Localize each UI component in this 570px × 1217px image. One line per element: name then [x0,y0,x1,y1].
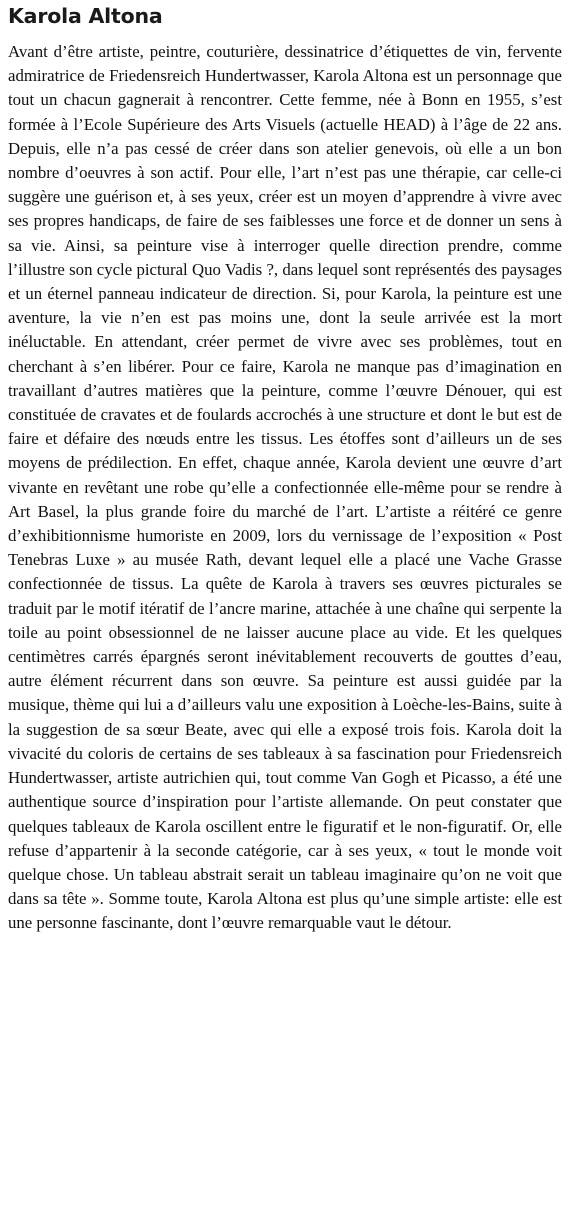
article-body: Avant d’être artiste, peintre, couturière, dessinatrice d’étiquettes de vin, fervente admiratrice de Friedensreich Hundertwasser, Karola Altona est un personnage que tout un chacun gagnerait à rencontrer. Cette femme, née à Bonn en 1955, s’est formée à l’Ecole Supérieure des Arts Visuels (actuelle HEAD) à l’âge de 22 ans. Depuis, elle n’a pas cessé de créer dans son atelier genevois, où elle a un bon nombre d’oeuvres à son actif. Pour elle, l’art n’est pas une thérapie, car celle-ci suggère une guérison et, à ses yeux, créer est un moyen d’apprendre à vivre avec ses propres handicaps, de faire de ses faiblesses une force et de donner un sens à sa vie. Ainsi, sa peinture vise à interroger quelle direction prendre, comme l’illustre son cycle pictural Quo Vadis ?, dans lequel sont représentés des paysages et un éternel panneau indicateur de direction. Si, pour Karola, la peinture est une aventure, la vie n’en est pas moins une, dont la seule arrivée est la mort inéluctable. En attendant, créer permet de vivre avec ses problèmes, tout en cherchant à s’en libérer. Pour ce faire, Karola ne manque pas d’imagination en travaillant d’autres matières que la peinture, comme l’œuvre Dénouer, qui est constituée de cravates et de foulards accrochés à une structure et dont le but est de faire et défaire des nœuds entre les tissus. Les étoffes sont d’ailleurs un de ses moyens de prédilection. En effet, chaque année, Karola devient une œuvre d’art vivante en revêtant une robe qu’elle a confectionnée elle-même pour se rendre à Art Basel, la plus grande foire du marché de l’art. L’artiste a réitéré ce genre d’exhibitionnisme humoriste en 2009, lors du vernissage de l’exposition « Post Tenebras Luxe » au musée Rath, devant lequel elle a placé une Vache Grasse confectionnée de tissus. La quête de Karola à travers ses œuvres picturales se traduit par le motif itératif de l’ancre marine, attachée à une chaîne qui serpente la toile au point obsessionnel de ne laisser aucune place au vide. Et les quelques centimètres carrés épargnés seront inévitablement recouverts de gouttes d’eau, autre élément récurrent dans son œuvre. Sa peinture est aussi guidée par la musique, thème qui lui a d’ailleurs valu une exposition à Loèche-les-Bains, suite à la suggestion de sa sœur Beate, avec qui elle a exposé trois fois. Karola doit la vivacité du coloris de certains de ses tableaux à sa fascination pour Friedensreich Hundertwasser, artiste autrichien qui, tout comme Van Gogh et Picasso, a été une authentique source d’inspiration pour l’artiste allemande. On peut constater que quelques tableaux de Karola oscillent entre le figuratif et le non-figuratif. Or, elle refuse d’appartenir à la seconde catégorie, car à ses yeux, « tout le monde voit quelque chose. Un tableau abstrait serait un tableau imaginaire qu’on ne voit que dans sa tête ». Somme toute, Karola Altona est plus qu’une simple artiste: elle est une personne fascinante, dont l’œuvre remarquable vaut le détour. [8,42,562,933]
article-title: Karola Altona [8,4,163,28]
